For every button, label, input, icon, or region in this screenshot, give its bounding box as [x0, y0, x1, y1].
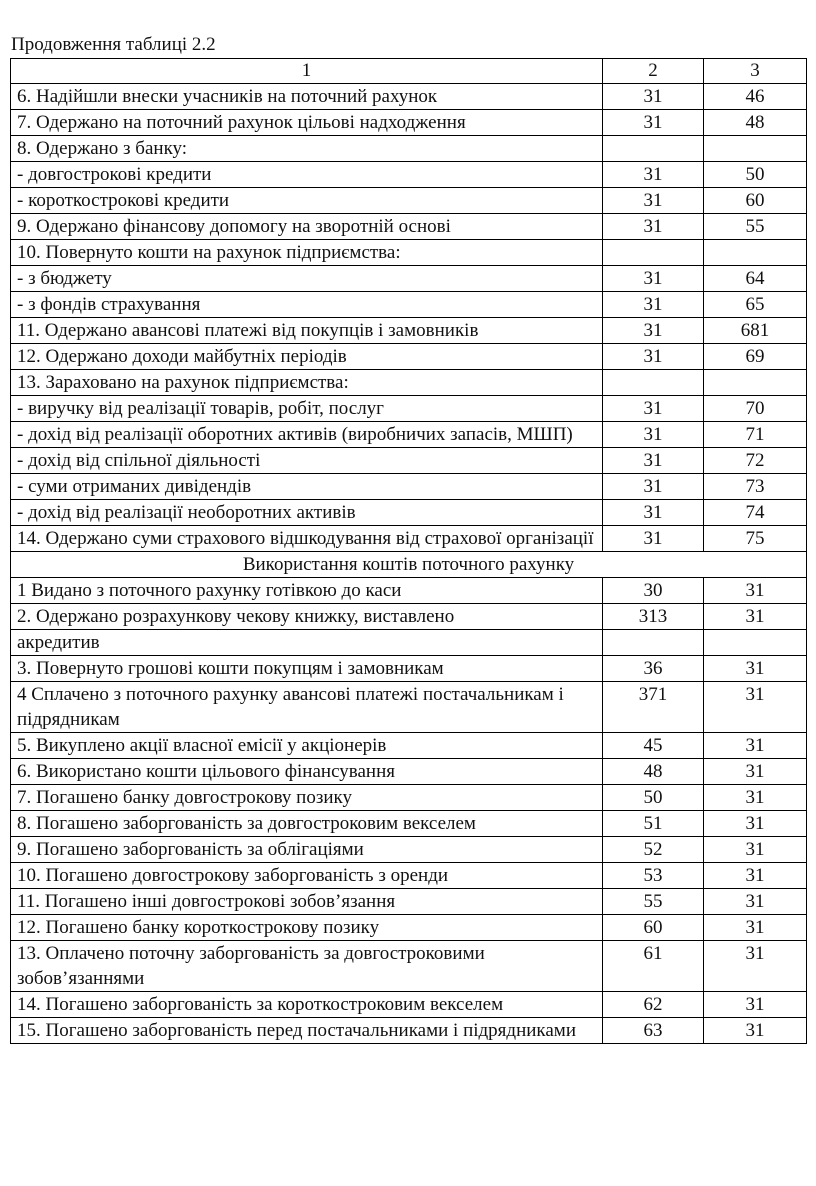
row-col-3: 31 [704, 604, 807, 630]
row-description: - дохід від реалізації оборотних активів (виробничих запасів, МШП) [11, 422, 603, 448]
row-description: 12. Погашено банку короткострокову позику [11, 915, 603, 941]
row-col-3: 31 [704, 785, 807, 811]
row-description: 1 Видано з поточного рахунку готівкою до каси [11, 578, 603, 604]
row-col-3: 73 [704, 474, 807, 500]
row-col-3: 60 [704, 188, 807, 214]
row-col-3: 31 [704, 759, 807, 785]
row-col-2: 313 [603, 604, 704, 630]
table-row [11, 136, 807, 162]
row-col-3: 48 [704, 110, 807, 136]
row-col-2: 36 [603, 656, 704, 682]
row-col-2: 45 [603, 733, 704, 759]
row-description: - з фондів страхування [11, 292, 603, 318]
row-col-2: 371 [603, 682, 704, 733]
row-description: 7. Погашено банку довгострокову позику [11, 785, 603, 811]
row-col-2: 55 [603, 889, 704, 915]
row-col-2: 30 [603, 578, 704, 604]
table-row [11, 759, 807, 785]
row-col-2: 62 [603, 992, 704, 1018]
row-description: 12. Одержано доходи майбутніх періодів [11, 344, 603, 370]
table-row [11, 889, 807, 915]
row-col-3: 31 [704, 941, 807, 992]
table-row [11, 941, 807, 992]
table-row [11, 837, 807, 863]
row-description: 11. Одержано авансові платежі від покупців і замовників [11, 318, 603, 344]
table-row [11, 162, 807, 188]
row-col-3 [704, 370, 807, 396]
table-row [11, 811, 807, 837]
row-col-2: 48 [603, 759, 704, 785]
row-col-2: 31 [603, 162, 704, 188]
row-col-3: 55 [704, 214, 807, 240]
table-row [11, 292, 807, 318]
row-description: 13. Зараховано на рахунок підприємства: [11, 370, 603, 396]
row-col-3: 65 [704, 292, 807, 318]
row-col-3: 64 [704, 266, 807, 292]
row-description: 8. Одержано з банку: [11, 136, 603, 162]
row-description: 9. Погашено заборгованість за облігаціями [11, 837, 603, 863]
row-description: 8. Погашено заборгованість за довгостроковим векселем [11, 811, 603, 837]
table-row [11, 578, 807, 604]
row-description: 14. Погашено заборгованість за короткостроковим векселем [11, 992, 603, 1018]
table-row [11, 344, 807, 370]
section-heading-row [11, 552, 807, 578]
row-col-2: 60 [603, 915, 704, 941]
row-description: 14. Одержано суми страхового відшкодування від страхової організації [11, 526, 603, 552]
row-col-3: 31 [704, 1018, 807, 1044]
row-col-2: 50 [603, 785, 704, 811]
table-row [11, 110, 807, 136]
table-row [11, 474, 807, 500]
table-row [11, 915, 807, 941]
table-row [11, 500, 807, 526]
header-col-1: 1 [11, 59, 603, 84]
row-description: 11. Погашено інші довгострокові зобов’язання [11, 889, 603, 915]
row-description: 6. Надійшли внески учасників на поточний рахунок [11, 84, 603, 110]
table-row [11, 656, 807, 682]
row-col-2: 53 [603, 863, 704, 889]
row-description: 15. Погашено заборгованість перед постачальниками і підрядниками [11, 1018, 603, 1044]
row-description: - з бюджету [11, 266, 603, 292]
row-col-3: 31 [704, 811, 807, 837]
row-col-2: 31 [603, 188, 704, 214]
row-col-3: 74 [704, 500, 807, 526]
row-col-2: 31 [603, 422, 704, 448]
row-col-3: 46 [704, 84, 807, 110]
row-description: - дохід від спільної діяльності [11, 448, 603, 474]
row-col-2: 52 [603, 837, 704, 863]
table-row [11, 682, 807, 733]
row-col-2: 31 [603, 500, 704, 526]
table-row [11, 240, 807, 266]
row-col-3: 72 [704, 448, 807, 474]
row-description: - виручку від реалізації товарів, робіт, послуг [11, 396, 603, 422]
row-col-3: 71 [704, 422, 807, 448]
row-col-3: 31 [704, 863, 807, 889]
table-row [11, 396, 807, 422]
row-col-2: 51 [603, 811, 704, 837]
row-col-2: 31 [603, 344, 704, 370]
row-description: 10. Повернуто кошти на рахунок підприємства: [11, 240, 603, 266]
table-row [11, 785, 807, 811]
row-col-2: 31 [603, 448, 704, 474]
row-col-3: 31 [704, 682, 807, 733]
row-description: 13. Оплачено поточну заборгованість за довгостроковими зобов’язаннями [11, 941, 603, 992]
row-col-2 [603, 136, 704, 162]
row-description: 4 Сплачено з поточного рахунку авансові платежі постачальникам і підрядникам [11, 682, 603, 733]
table-row [11, 214, 807, 240]
row-col-2: 31 [603, 214, 704, 240]
table-row [11, 422, 807, 448]
table-row [11, 370, 807, 396]
row-col-2 [603, 240, 704, 266]
section-heading: Використання коштів поточного рахунку [11, 552, 807, 578]
table-row [11, 863, 807, 889]
row-description: 10. Погашено довгострокову заборгованість з оренди [11, 863, 603, 889]
row-col-3: 50 [704, 162, 807, 188]
table-row [11, 630, 807, 656]
row-description: - короткострокові кредити [11, 188, 603, 214]
row-col-2: 31 [603, 292, 704, 318]
table-caption: Продовження таблиці 2.2 [11, 34, 216, 55]
row-description: 3. Повернуто грошові кошти покупцям і замовникам [11, 656, 603, 682]
table-header-row [11, 59, 807, 84]
row-col-3: 75 [704, 526, 807, 552]
row-col-2: 31 [603, 318, 704, 344]
row-description: акредитив [11, 630, 603, 656]
row-description: - суми отриманих дивідендів [11, 474, 603, 500]
table-row [11, 318, 807, 344]
row-col-3: 70 [704, 396, 807, 422]
row-col-2: 31 [603, 526, 704, 552]
row-col-3 [704, 136, 807, 162]
row-col-2: 31 [603, 110, 704, 136]
table-row [11, 188, 807, 214]
table-row [11, 733, 807, 759]
row-col-3: 31 [704, 733, 807, 759]
table-row [11, 448, 807, 474]
row-col-2: 31 [603, 266, 704, 292]
row-col-2: 31 [603, 474, 704, 500]
row-col-3: 31 [704, 837, 807, 863]
table-row [11, 604, 807, 630]
data-table [10, 58, 807, 1044]
row-description: 7. Одержано на поточний рахунок цільові надходження [11, 110, 603, 136]
row-description: 9. Одержано фінансову допомогу на зворотній основі [11, 214, 603, 240]
row-description: 6. Використано кошти цільового фінансування [11, 759, 603, 785]
row-col-3: 681 [704, 318, 807, 344]
table-row [11, 84, 807, 110]
row-col-3: 31 [704, 578, 807, 604]
row-description: 5. Викуплено акції власної емісії у акціонерів [11, 733, 603, 759]
row-col-2: 31 [603, 84, 704, 110]
row-description: 2. Одержано розрахункову чекову книжку, виставлено [11, 604, 603, 630]
row-col-2 [603, 370, 704, 396]
row-col-3: 69 [704, 344, 807, 370]
table-row [11, 992, 807, 1018]
row-col-2: 61 [603, 941, 704, 992]
table-row [11, 1018, 807, 1044]
table-row [11, 526, 807, 552]
table-row [11, 266, 807, 292]
row-col-3: 31 [704, 656, 807, 682]
row-col-3 [704, 240, 807, 266]
row-col-3: 31 [704, 889, 807, 915]
row-description: - дохід від реалізації необоротних активів [11, 500, 603, 526]
header-col-3: 3 [704, 59, 807, 84]
header-col-2: 2 [603, 59, 704, 84]
row-description: - довгострокові кредити [11, 162, 603, 188]
row-col-3 [704, 630, 807, 656]
row-col-2: 31 [603, 396, 704, 422]
row-col-2: 63 [603, 1018, 704, 1044]
row-col-3: 31 [704, 992, 807, 1018]
row-col-2 [603, 630, 704, 656]
row-col-3: 31 [704, 915, 807, 941]
